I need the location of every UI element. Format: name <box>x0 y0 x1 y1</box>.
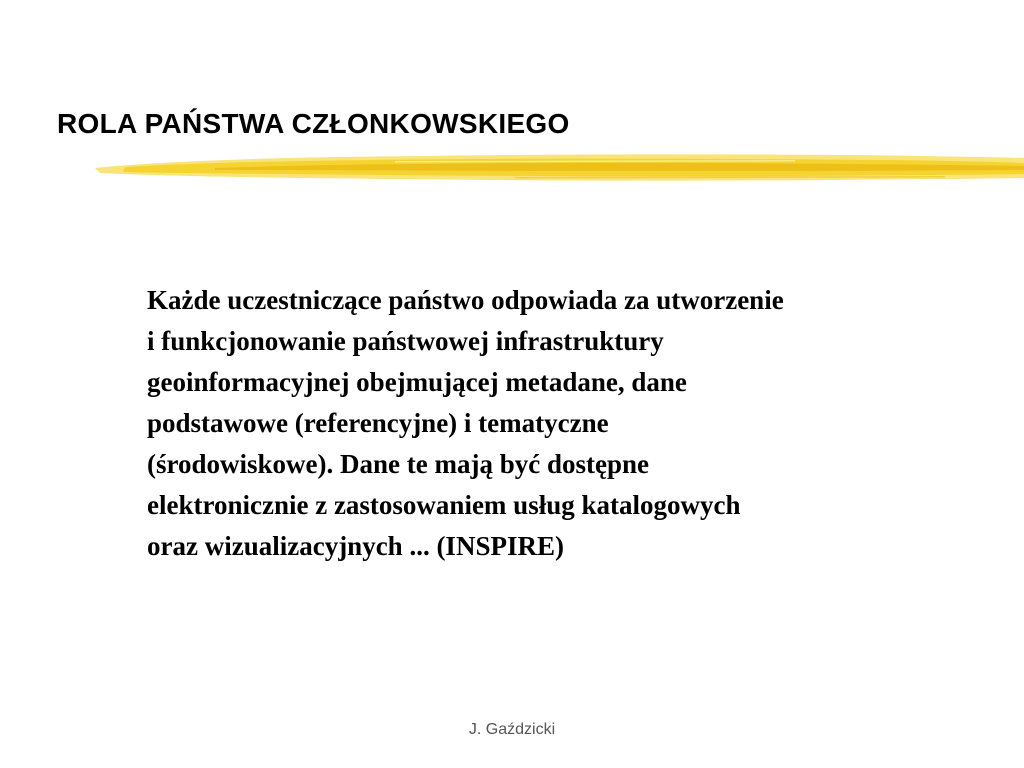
footer-author: J. Gaździcki <box>468 721 556 738</box>
body-line: geoinformacyjnej obejmującej metadane, dane <box>147 367 687 397</box>
body-line: elektronicznie z zastosowaniem usług katalogowych <box>147 490 741 520</box>
body-paragraph <box>147 280 977 567</box>
body-line: podstawowe (referencyjne) i tematyczne <box>147 408 609 438</box>
slide-title: ROLA PAŃSTWA CZŁONKOWSKIEGO <box>57 108 570 139</box>
yellow-brush-stroke <box>95 148 1024 188</box>
body-line: (środowiskowe). Dane te mają być dostępne <box>147 449 649 479</box>
body-line: oraz wizualizacyjnych ... (INSPIRE) <box>147 531 564 561</box>
body-line: Każde uczestniczące państwo odpowiada za utworzenie <box>147 285 784 315</box>
body-line: i funkcjonowanie państwowej infrastruktury <box>147 326 664 356</box>
